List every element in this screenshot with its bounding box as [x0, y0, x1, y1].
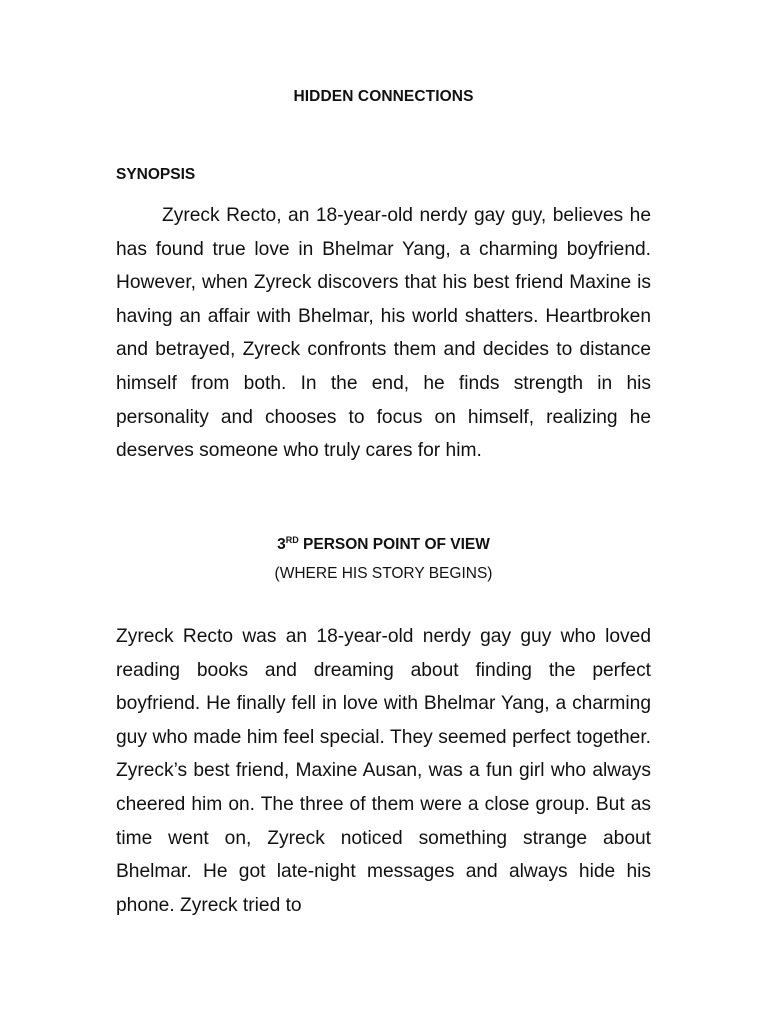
- synopsis-paragraph: Zyreck Recto, an 18-year-old nerdy gay guy, believes he has found true love in Bhelmar Yang, a charming boyfriend. However, when Zyreck discovers that his best friend Maxine is having an affair with Bhelmar, his world shatters. Heartbroken and betrayed, Zyreck confronts them and decides to distance himself from both. In the end, he finds strength in his personality and chooses to focus on himself, realizing he deserves someone who truly cares for him.: [116, 205, 651, 462]
- pov-subheading: (WHERE HIS STORY BEGINS): [274, 565, 493, 582]
- pov-superscript: RD: [285, 535, 299, 545]
- story-paragraph: Zyreck Recto was an 18-year-old nerdy gay guy who loved reading books and dreaming about finding the perfect boyfriend. He finally fell in love with Bhelmar Yang, a charming guy who made him feel special. They seemed perfect together. Zyreck’s best friend, Maxine Ausan, was a fun girl who always cheered him on. The three of them were a close group. But as time went on, Zyreck noticed something strange about Bhelmar. He got late-night messages and always hide his phone. Zyreck tried to: [116, 626, 651, 916]
- synopsis-heading: SYNOPSIS: [116, 166, 196, 183]
- pov-number: 3: [277, 536, 286, 553]
- pov-heading: [116, 536, 651, 554]
- document-page: [116, 0, 651, 1024]
- pov-heading-text: PERSON POINT OF VIEW: [298, 536, 490, 553]
- document-title: HIDDEN CONNECTIONS: [293, 88, 474, 105]
